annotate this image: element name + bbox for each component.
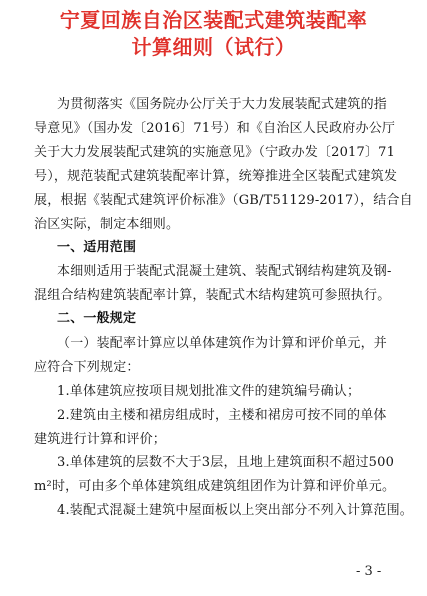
rule-item-3-cont: m²时，可由多个单体建筑组成建筑组团作为计算和评价单元。 xyxy=(34,479,396,494)
page-number: - 3 - xyxy=(356,564,382,579)
intro-line: 关于大力发展装配式建筑的实施意见》（宁政办发〔2017〕71 xyxy=(34,145,396,160)
intro-line: 导意见》（国办发〔2016〕71号）和《自治区人民政府办公厅 xyxy=(34,121,396,136)
intro-line: 展，根据《装配式建筑评价标准》（GB/T51129-2017），结合自 xyxy=(34,193,413,208)
rule-item-2-cont: 建筑进行计算和评价； xyxy=(34,432,167,447)
document-title-line-1: 宁夏回族自治区装配式建筑装配率 xyxy=(59,8,368,32)
rule-item-3: 3.单体建筑的层数不大于3层，且地上建筑面积不超过500 xyxy=(57,455,395,470)
rule-item-1: 1.单体建筑应按项目规划批准文件的建筑编号确认； xyxy=(57,384,361,399)
rule-line: 应符合下列规定： xyxy=(34,360,140,375)
rule-item-4: 4.装配式混凝土建筑中屋面板以上突出部分不列入计算范围。 xyxy=(57,503,414,518)
document-title-line-2: 计算细则（试行） xyxy=(131,35,296,59)
section-heading-general-rules: 二、一般规定 xyxy=(57,311,137,326)
intro-line: 治区实际，制定本细则。 xyxy=(34,217,180,232)
section-heading-scope: 一、适用范围 xyxy=(57,240,137,255)
scope-line: 本细则适用于装配式混凝土建筑、装配式钢结构建筑及钢- xyxy=(57,264,392,279)
intro-line: 为贯彻落实《国务院办公厅关于大力发展装配式建筑的指 xyxy=(57,97,388,112)
rule-line: （一）装配率计算应以单体建筑作为计算和评价单元，并 xyxy=(57,336,388,351)
intro-line: 号），规范装配式建筑装配率计算，统筹推进全区装配式建筑发 xyxy=(34,169,398,184)
rule-item-2: 2.建筑由主楼和裙房组成时，主楼和裙房可按不同的单体 xyxy=(57,408,387,423)
scope-line: 混组合结构建筑装配率计算，装配式木结构建筑可参照执行。 xyxy=(34,288,391,303)
